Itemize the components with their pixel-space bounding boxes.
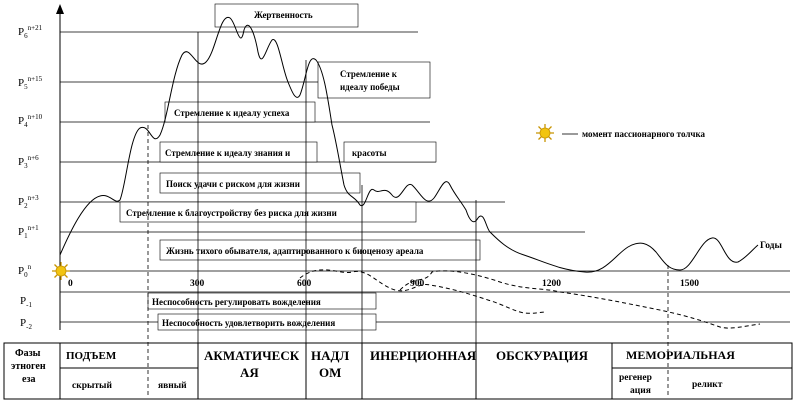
level-label-p4: $P_4^{n+10}$	[18, 113, 43, 129]
band-box-ideal-pobedy	[318, 62, 430, 98]
x-tick-600: 600	[297, 279, 312, 289]
level-label-p-2: $P_{-2}$	[20, 317, 32, 331]
decline-curve-2	[400, 271, 760, 328]
legend-sun-icon	[536, 124, 554, 142]
label-ideal-uspekha: Стремление к идеалу успеха	[174, 108, 290, 118]
phase-header-2: этноген	[11, 361, 46, 372]
sun-icon	[52, 262, 70, 280]
phase-skrytyi: скрытый	[72, 381, 112, 391]
phase-nadlom-1: НАДЛ	[311, 348, 350, 363]
label-poisk-udachi: Поиск удачи с риском для жизни	[166, 179, 300, 189]
phase-header-3: еза	[22, 374, 36, 385]
label-ideal-pobedy-2: идеалу победы	[340, 82, 400, 92]
level-label-p-1: $P_{-1}$	[20, 295, 32, 309]
label-zhertvennost: Жертвенность	[254, 10, 313, 20]
label-ideal-pobedy-1: Стремление к	[340, 69, 397, 79]
level-label-p6: $P_6^{n+21}$	[18, 24, 43, 40]
y-axis-arrow	[56, 4, 64, 14]
phase-header-1: Фазы	[15, 348, 41, 359]
phase-nadlom-2: ОМ	[319, 365, 342, 380]
phase-regener-2: ация	[630, 386, 651, 396]
level-labels	[18, 24, 43, 331]
x-tick-1500: 1500	[680, 279, 699, 289]
label-nesposobnost-udovletvorit: Неспособность удовлетворить вожделения	[162, 318, 336, 328]
level-label-p3: $P_3^{n+6}$	[18, 154, 39, 170]
label-obyvatel: Жизнь тихого обывателя, адаптированного к биоценозу ареала	[166, 246, 424, 256]
x-tick-1200: 1200	[542, 279, 561, 289]
phase-relikt: реликт	[692, 380, 723, 390]
phase-inerts: ИНЕРЦИОННАЯ	[370, 348, 477, 363]
label-ideal-znaniya: Стремление к идеалу знания и	[165, 148, 291, 158]
level-label-p0: $P_0^n$	[18, 263, 32, 279]
phase-akmatic-1: АКМАТИЧЕСК	[204, 348, 300, 363]
level-label-p1: $P_1^{n+1}$	[18, 224, 39, 240]
phase-podem: ПОДЪЕМ	[66, 350, 117, 362]
band-texts	[126, 10, 424, 328]
level-label-p2: $P_2^{n+3}$	[18, 194, 39, 210]
legend-text: момент пассионарного толчка	[582, 129, 706, 139]
level-label-p5: $P_5^{n+15}$	[18, 75, 43, 91]
phase-obskur: ОБСКУРАЦИЯ	[496, 348, 588, 363]
x-tick-300: 300	[190, 279, 205, 289]
phase-yavnyi: явный	[158, 381, 187, 391]
x-tick-0: 0	[68, 279, 73, 289]
x-tick-900: 900	[410, 279, 425, 289]
label-krasoty: красоты	[352, 148, 387, 158]
phase-memorial: МЕМОРИАЛЬНАЯ	[626, 348, 735, 362]
label-blagoustroistvo: Стремление к благоустройству без риска для жизни	[126, 208, 337, 218]
phases-text	[11, 348, 735, 396]
x-axis-label: Годы	[760, 241, 782, 251]
label-nesposobnost-regulirovat: Неспособность регулировать вожделения	[152, 297, 321, 307]
phase-akmatic-2: АЯ	[240, 365, 259, 380]
phase-regener-1: регенер	[619, 373, 652, 383]
